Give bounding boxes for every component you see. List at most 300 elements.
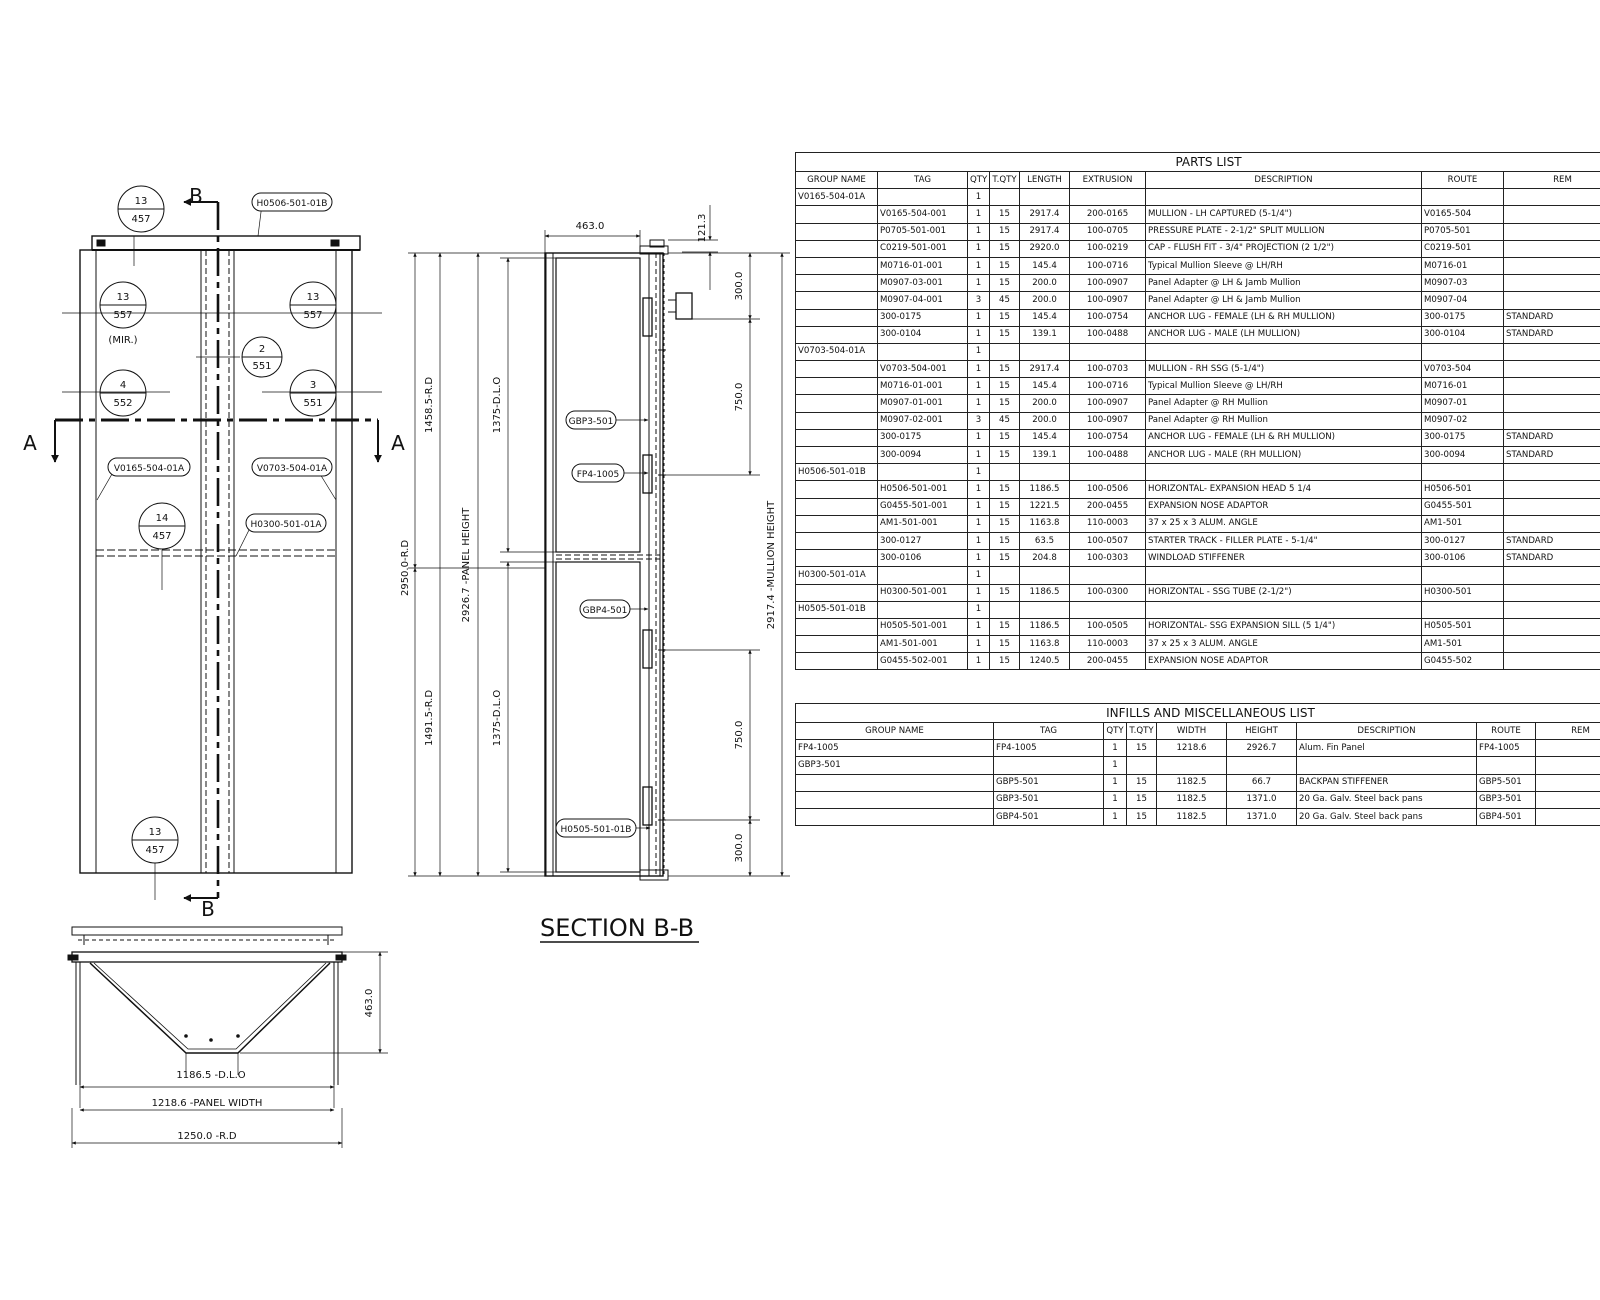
table-cell: 145.4 bbox=[1020, 309, 1070, 326]
table-cell: 15 bbox=[990, 326, 1020, 343]
table-cell bbox=[796, 206, 878, 223]
dim-mullion-height: 2917.4 -MULLION HEIGHT bbox=[766, 500, 777, 630]
dim-dlo-lower: 1375-D.L.O bbox=[492, 689, 503, 747]
table-cell bbox=[1504, 498, 1600, 515]
tag-gbp3-501 bbox=[566, 411, 616, 429]
table-cell bbox=[990, 464, 1020, 481]
table-cell: V0165-504-01A bbox=[796, 189, 878, 206]
table-cell: MULLION - LH CAPTURED (5-1/4") bbox=[1146, 206, 1422, 223]
table-cell: 100-0219 bbox=[1070, 240, 1146, 257]
dim-top-width: 463.0 bbox=[575, 221, 605, 232]
table-cell: STANDARD bbox=[1504, 326, 1600, 343]
table-cell: 1 bbox=[968, 498, 990, 515]
column-header: WIDTH bbox=[1157, 723, 1227, 740]
balloon-callout-14-457 bbox=[139, 503, 185, 549]
infills-list-table bbox=[795, 703, 1600, 826]
table-cell: 200-0455 bbox=[1070, 498, 1146, 515]
column-header: TAG bbox=[878, 172, 968, 189]
table-cell bbox=[878, 464, 968, 481]
table-cell: 300-0104 bbox=[1422, 326, 1504, 343]
dim-rd-lower: 1491.5-R.D bbox=[424, 689, 435, 747]
table-cell bbox=[990, 567, 1020, 584]
plan-rd-dimension: 1250.0 -R.D bbox=[177, 1131, 237, 1142]
table-cell: 1 bbox=[968, 653, 990, 670]
svg-text:H0300-501-01A: H0300-501-01A bbox=[250, 520, 322, 530]
table-cell bbox=[1422, 343, 1504, 360]
section-a-marker-right: A bbox=[391, 431, 405, 455]
table-cell: 1 bbox=[968, 395, 990, 412]
column-header: DESCRIPTION bbox=[1146, 172, 1422, 189]
table-cell: PRESSURE PLATE - 2-1/2" SPLIT MULLION bbox=[1146, 223, 1422, 240]
dim-right-300-top: 300.0 bbox=[734, 271, 745, 301]
table-cell bbox=[1504, 257, 1600, 274]
parts-row bbox=[796, 498, 1600, 515]
parts-row bbox=[796, 343, 1600, 360]
table-cell: M0907-03 bbox=[1422, 275, 1504, 292]
tag-h0506-501-01b bbox=[252, 193, 332, 211]
table-cell: FP4-1005 bbox=[796, 740, 994, 757]
tag-h0505-501-01b bbox=[556, 819, 636, 837]
table-cell: ANCHOR LUG - MALE (RH MULLION) bbox=[1146, 447, 1422, 464]
svg-text:457: 457 bbox=[152, 531, 172, 542]
parts-row bbox=[796, 618, 1600, 635]
table-cell bbox=[1504, 412, 1600, 429]
table-cell: 1 bbox=[1104, 791, 1127, 808]
table-cell bbox=[1504, 584, 1600, 601]
table-cell: 200.0 bbox=[1020, 275, 1070, 292]
svg-text:FP4-1005: FP4-1005 bbox=[576, 470, 620, 480]
table-cell bbox=[1422, 601, 1504, 618]
parts-row bbox=[796, 429, 1600, 446]
table-cell: GBP5-501 bbox=[994, 774, 1104, 791]
column-header: LENGTH bbox=[1020, 172, 1070, 189]
table-cell: 1 bbox=[968, 515, 990, 532]
section-b-marker-bottom: B bbox=[201, 897, 215, 921]
table-cell: 100-0505 bbox=[1070, 618, 1146, 635]
table-cell: 300-0104 bbox=[878, 326, 968, 343]
table-cell: M0907-01 bbox=[1422, 395, 1504, 412]
table-cell bbox=[1020, 601, 1070, 618]
svg-text:3: 3 bbox=[309, 380, 317, 391]
table-cell: 300-0175 bbox=[1422, 429, 1504, 446]
table-cell: 100-0507 bbox=[1070, 532, 1146, 549]
table-cell: P0705-501 bbox=[1422, 223, 1504, 240]
table-cell: 1186.5 bbox=[1020, 618, 1070, 635]
table-cell: 300-0175 bbox=[878, 429, 968, 446]
table-cell: 1 bbox=[1104, 808, 1127, 825]
table-cell: H0300-501 bbox=[1422, 584, 1504, 601]
balloon-callout-4-552 bbox=[100, 370, 146, 416]
parts-row bbox=[796, 412, 1600, 429]
table-cell: 145.4 bbox=[1020, 429, 1070, 446]
table-cell bbox=[878, 567, 968, 584]
table-cell: M0907-02-001 bbox=[878, 412, 968, 429]
parts-row bbox=[796, 567, 1600, 584]
table-cell: 2920.0 bbox=[1020, 240, 1070, 257]
table-cell: 1 bbox=[968, 618, 990, 635]
table-cell bbox=[1422, 189, 1504, 206]
table-cell: 2917.4 bbox=[1020, 223, 1070, 240]
table-cell: 100-0907 bbox=[1070, 292, 1146, 309]
table-cell: ANCHOR LUG - FEMALE (LH & RH MULLION) bbox=[1146, 429, 1422, 446]
table-cell: 45 bbox=[990, 412, 1020, 429]
column-header: ROUTE bbox=[1422, 172, 1504, 189]
svg-text:13: 13 bbox=[148, 827, 162, 838]
table-cell: 15 bbox=[1127, 774, 1157, 791]
table-cell bbox=[1504, 636, 1600, 653]
column-header: GROUP NAME bbox=[796, 172, 878, 189]
table-cell: 15 bbox=[1127, 740, 1157, 757]
plan-panel-width-dimension: 1218.6 -PANEL WIDTH bbox=[151, 1098, 263, 1109]
table-cell: 1371.0 bbox=[1227, 808, 1297, 825]
table-cell bbox=[796, 275, 878, 292]
table-cell: 1 bbox=[968, 223, 990, 240]
table-cell: 1 bbox=[968, 636, 990, 653]
table-cell: 1182.5 bbox=[1157, 808, 1227, 825]
table-cell bbox=[1146, 464, 1422, 481]
table-cell: 15 bbox=[990, 532, 1020, 549]
table-cell: 1221.5 bbox=[1020, 498, 1070, 515]
svg-text:457: 457 bbox=[145, 845, 165, 856]
section-a-marker-left: A bbox=[23, 431, 37, 455]
table-cell: H0300-501-001 bbox=[878, 584, 968, 601]
table-cell bbox=[1504, 481, 1600, 498]
table-cell: AM1-501-001 bbox=[878, 515, 968, 532]
table-cell: G0455-502 bbox=[1422, 653, 1504, 670]
table-cell: 100-0703 bbox=[1070, 361, 1146, 378]
table-cell: H0505-501-01B bbox=[796, 601, 878, 618]
table-cell: 100-0907 bbox=[1070, 275, 1146, 292]
table-cell: 1 bbox=[1104, 740, 1127, 757]
table-cell: 15 bbox=[990, 550, 1020, 567]
svg-text:4: 4 bbox=[119, 380, 127, 391]
table-cell: 100-0300 bbox=[1070, 584, 1146, 601]
table-cell: Panel Adapter @ LH & Jamb Mullion bbox=[1146, 292, 1422, 309]
parts-row bbox=[796, 532, 1600, 549]
plan-depth-dimension: 463.0 bbox=[364, 988, 375, 1018]
table-cell: V0703-504-01A bbox=[796, 343, 878, 360]
table-cell: 200.0 bbox=[1020, 412, 1070, 429]
table-cell: 1 bbox=[968, 361, 990, 378]
table-cell: 1 bbox=[968, 240, 990, 257]
table-cell: 15 bbox=[990, 515, 1020, 532]
parts-row bbox=[796, 515, 1600, 532]
table-cell bbox=[796, 257, 878, 274]
table-cell bbox=[1504, 464, 1600, 481]
infills-list-panel bbox=[795, 703, 1600, 833]
table-cell bbox=[796, 515, 878, 532]
parts-row bbox=[796, 447, 1600, 464]
table-cell bbox=[1020, 189, 1070, 206]
column-header: QTY bbox=[968, 172, 990, 189]
table-cell bbox=[796, 550, 878, 567]
table-cell bbox=[796, 498, 878, 515]
table-cell: 15 bbox=[1127, 808, 1157, 825]
table-cell: 100-0488 bbox=[1070, 326, 1146, 343]
column-header: HEIGHT bbox=[1227, 723, 1297, 740]
table-cell: 200-0455 bbox=[1070, 653, 1146, 670]
parts-row bbox=[796, 309, 1600, 326]
table-cell: 1 bbox=[1104, 774, 1127, 791]
parts-row bbox=[796, 257, 1600, 274]
table-cell: 100-0705 bbox=[1070, 223, 1146, 240]
table-cell: 1186.5 bbox=[1020, 584, 1070, 601]
table-cell: 1 bbox=[968, 584, 990, 601]
table-cell: 100-0754 bbox=[1070, 309, 1146, 326]
table-cell: 1 bbox=[968, 309, 990, 326]
table-cell: 300-0175 bbox=[878, 309, 968, 326]
table-cell bbox=[1020, 567, 1070, 584]
balloon-callout-13-457-top bbox=[118, 186, 164, 232]
table-cell bbox=[1146, 601, 1422, 618]
table-cell: 15 bbox=[990, 618, 1020, 635]
table-cell: 300-0106 bbox=[878, 550, 968, 567]
table-cell: HORIZONTAL- SSG EXPANSION SILL (5 1/4") bbox=[1146, 618, 1422, 635]
parts-list-table bbox=[795, 152, 1600, 670]
table-cell: GBP4-501 bbox=[994, 808, 1104, 825]
table-cell: STANDARD bbox=[1504, 550, 1600, 567]
table-cell: 15 bbox=[990, 361, 1020, 378]
table-cell: STANDARD bbox=[1504, 532, 1600, 549]
table-cell: 1 bbox=[968, 567, 990, 584]
table-cell: HORIZONTAL - SSG TUBE (2-1/2") bbox=[1146, 584, 1422, 601]
svg-text:V0165-504-01A: V0165-504-01A bbox=[113, 464, 185, 474]
table-cell: GBP5-501 bbox=[1477, 774, 1536, 791]
table-cell: 1240.5 bbox=[1020, 653, 1070, 670]
table-cell: EXPANSION NOSE ADAPTOR bbox=[1146, 653, 1422, 670]
svg-text:557: 557 bbox=[303, 310, 323, 321]
table-cell: 1 bbox=[968, 550, 990, 567]
table-cell: 300-0094 bbox=[878, 447, 968, 464]
table-cell: 204.8 bbox=[1020, 550, 1070, 567]
column-header: TAG bbox=[994, 723, 1104, 740]
table-cell bbox=[796, 395, 878, 412]
table-cell: FP4-1005 bbox=[1477, 740, 1536, 757]
table-cell: 1 bbox=[968, 257, 990, 274]
table-cell: 63.5 bbox=[1020, 532, 1070, 549]
table-cell: BACKPAN STIFFENER bbox=[1297, 774, 1477, 791]
table-cell bbox=[990, 189, 1020, 206]
dim-right-750-bottom: 750.0 bbox=[734, 720, 745, 750]
section-title: SECTION B-B bbox=[540, 914, 695, 942]
table-cell bbox=[1536, 740, 1600, 757]
table-cell: 1 bbox=[968, 326, 990, 343]
table-cell: STARTER TRACK - FILLER PLATE - 5-1/4" bbox=[1146, 532, 1422, 549]
table-cell: CAP - FLUSH FIT - 3/4" PROJECTION (2 1/2") bbox=[1146, 240, 1422, 257]
table-cell: 100-0716 bbox=[1070, 378, 1146, 395]
table-cell: 1 bbox=[1104, 757, 1127, 774]
table-cell bbox=[1504, 189, 1600, 206]
dim-panel-height: 2926.7 -PANEL HEIGHT bbox=[461, 507, 472, 623]
table-cell bbox=[1070, 464, 1146, 481]
table-cell: C0219-501 bbox=[1422, 240, 1504, 257]
svg-text:557: 557 bbox=[113, 310, 133, 321]
table-cell bbox=[1070, 343, 1146, 360]
table-cell bbox=[1070, 567, 1146, 584]
table-cell bbox=[1504, 275, 1600, 292]
table-cell: 200-0165 bbox=[1070, 206, 1146, 223]
tag-gbp4-501 bbox=[580, 600, 630, 618]
table-cell: 15 bbox=[990, 447, 1020, 464]
elevation-view bbox=[55, 202, 382, 900]
table-cell: 15 bbox=[990, 257, 1020, 274]
table-cell: 110-0003 bbox=[1070, 636, 1146, 653]
table-cell: 15 bbox=[990, 481, 1020, 498]
plan-dlo-dimension: 1186.5 -D.L.O bbox=[176, 1070, 246, 1081]
table-cell: 100-0506 bbox=[1070, 481, 1146, 498]
balloon-callout-13-457-bottom bbox=[132, 817, 178, 863]
dim-top-right: 121.3 bbox=[697, 213, 708, 243]
table-cell: 15 bbox=[990, 636, 1020, 653]
table-cell: 15 bbox=[990, 498, 1020, 515]
table-cell: WINDLOAD STIFFENER bbox=[1146, 550, 1422, 567]
svg-text:V0703-504-01A: V0703-504-01A bbox=[256, 464, 328, 474]
table-cell bbox=[1504, 601, 1600, 618]
table-cell bbox=[1422, 567, 1504, 584]
table-cell bbox=[796, 636, 878, 653]
parts-row bbox=[796, 206, 1600, 223]
table-cell bbox=[796, 653, 878, 670]
table-cell bbox=[994, 757, 1104, 774]
table-cell bbox=[796, 429, 878, 446]
parts-row bbox=[796, 275, 1600, 292]
table-cell bbox=[990, 343, 1020, 360]
table-cell: H0506-501-001 bbox=[878, 481, 968, 498]
infill-row bbox=[796, 774, 1600, 791]
table-cell bbox=[1504, 653, 1600, 670]
balloon-callout-3-551 bbox=[290, 370, 336, 416]
column-header: ROUTE bbox=[1477, 723, 1536, 740]
table-cell: 15 bbox=[990, 275, 1020, 292]
table-cell: 3 bbox=[968, 292, 990, 309]
table-cell bbox=[1504, 515, 1600, 532]
table-cell: M0907-04-001 bbox=[878, 292, 968, 309]
table-cell: 37 x 25 x 3 ALUM. ANGLE bbox=[1146, 515, 1422, 532]
table-cell bbox=[796, 791, 994, 808]
table-cell: HORIZONTAL- EXPANSION HEAD 5 1/4 bbox=[1146, 481, 1422, 498]
column-header: T.QTY bbox=[990, 172, 1020, 189]
table-cell bbox=[796, 326, 878, 343]
parts-row bbox=[796, 378, 1600, 395]
svg-text:551: 551 bbox=[303, 398, 323, 409]
parts-row bbox=[796, 240, 1600, 257]
table-cell bbox=[878, 343, 968, 360]
table-cell: H0505-501-001 bbox=[878, 618, 968, 635]
table-cell bbox=[796, 292, 878, 309]
table-cell: C0219-501-001 bbox=[878, 240, 968, 257]
table-cell: 20 Ga. Galv. Steel back pans bbox=[1297, 791, 1477, 808]
table-cell: 2917.4 bbox=[1020, 361, 1070, 378]
table-cell: 1 bbox=[968, 189, 990, 206]
table-cell bbox=[796, 240, 878, 257]
table-cell bbox=[1504, 240, 1600, 257]
table-cell bbox=[1146, 567, 1422, 584]
table-cell: AM1-501 bbox=[1422, 515, 1504, 532]
svg-text:551: 551 bbox=[252, 361, 272, 372]
table-cell bbox=[796, 532, 878, 549]
table-cell: 300-0106 bbox=[1422, 550, 1504, 567]
parts-list-title: PARTS LIST bbox=[795, 152, 1600, 171]
table-cell: 100-0754 bbox=[1070, 429, 1146, 446]
table-cell: 1 bbox=[968, 447, 990, 464]
table-cell: 1 bbox=[968, 532, 990, 549]
table-cell bbox=[1504, 395, 1600, 412]
infill-row bbox=[796, 808, 1600, 825]
table-cell: GBP4-501 bbox=[1477, 808, 1536, 825]
table-cell: M0716-01 bbox=[1422, 378, 1504, 395]
table-cell: V0703-504-001 bbox=[878, 361, 968, 378]
column-header: EXTRUSION bbox=[1070, 172, 1146, 189]
table-cell bbox=[1536, 774, 1600, 791]
table-cell bbox=[796, 223, 878, 240]
svg-text:GBP4-501: GBP4-501 bbox=[582, 606, 628, 616]
table-cell bbox=[1504, 206, 1600, 223]
table-cell: 20 Ga. Galv. Steel back pans bbox=[1297, 808, 1477, 825]
tag-v0703-504-01a bbox=[252, 458, 332, 476]
table-cell: AM1-501 bbox=[1422, 636, 1504, 653]
table-cell: M0907-02 bbox=[1422, 412, 1504, 429]
svg-text:13: 13 bbox=[134, 196, 148, 207]
table-cell: 300-0094 bbox=[1422, 447, 1504, 464]
table-cell bbox=[1504, 618, 1600, 635]
table-cell: STANDARD bbox=[1504, 447, 1600, 464]
table-cell: 1182.5 bbox=[1157, 791, 1227, 808]
table-cell: Alum. Fin Panel bbox=[1297, 740, 1477, 757]
table-cell: H0506-501 bbox=[1422, 481, 1504, 498]
table-cell: 1 bbox=[968, 343, 990, 360]
svg-text:13: 13 bbox=[306, 292, 320, 303]
parts-row bbox=[796, 584, 1600, 601]
table-cell bbox=[1020, 464, 1070, 481]
table-cell: 200.0 bbox=[1020, 292, 1070, 309]
table-cell: STANDARD bbox=[1504, 309, 1600, 326]
table-cell: 15 bbox=[990, 206, 1020, 223]
table-cell: M0907-01-001 bbox=[878, 395, 968, 412]
table-cell: 15 bbox=[990, 395, 1020, 412]
parts-row bbox=[796, 636, 1600, 653]
tag-fp4-1005 bbox=[572, 464, 624, 482]
table-cell bbox=[1297, 757, 1477, 774]
column-header: REM bbox=[1504, 172, 1600, 189]
table-cell: 1 bbox=[968, 429, 990, 446]
table-cell bbox=[1504, 361, 1600, 378]
table-cell: Panel Adapter @ LH & Jamb Mullion bbox=[1146, 275, 1422, 292]
table-cell: 1 bbox=[968, 206, 990, 223]
section-b-marker-top: B bbox=[189, 184, 203, 208]
table-cell bbox=[796, 309, 878, 326]
table-cell bbox=[1536, 757, 1600, 774]
column-header: GROUP NAME bbox=[796, 723, 994, 740]
table-cell: 15 bbox=[990, 429, 1020, 446]
table-cell: 37 x 25 x 3 ALUM. ANGLE bbox=[1146, 636, 1422, 653]
table-cell: 200.0 bbox=[1020, 395, 1070, 412]
parts-row bbox=[796, 292, 1600, 309]
table-cell: 1218.6 bbox=[1157, 740, 1227, 757]
table-cell bbox=[1070, 189, 1146, 206]
parts-row bbox=[796, 326, 1600, 343]
table-cell bbox=[1536, 791, 1600, 808]
table-cell bbox=[1504, 378, 1600, 395]
parts-row bbox=[796, 189, 1600, 206]
table-cell: 15 bbox=[990, 309, 1020, 326]
dim-right-750-top: 750.0 bbox=[734, 382, 745, 412]
svg-text:457: 457 bbox=[131, 214, 151, 225]
table-cell: G0455-502-001 bbox=[878, 653, 968, 670]
table-cell: 1186.5 bbox=[1020, 481, 1070, 498]
column-header: REM bbox=[1536, 723, 1600, 740]
dim-rd-total: 2950.0-R.D bbox=[400, 539, 411, 597]
column-header: DESCRIPTION bbox=[1297, 723, 1477, 740]
